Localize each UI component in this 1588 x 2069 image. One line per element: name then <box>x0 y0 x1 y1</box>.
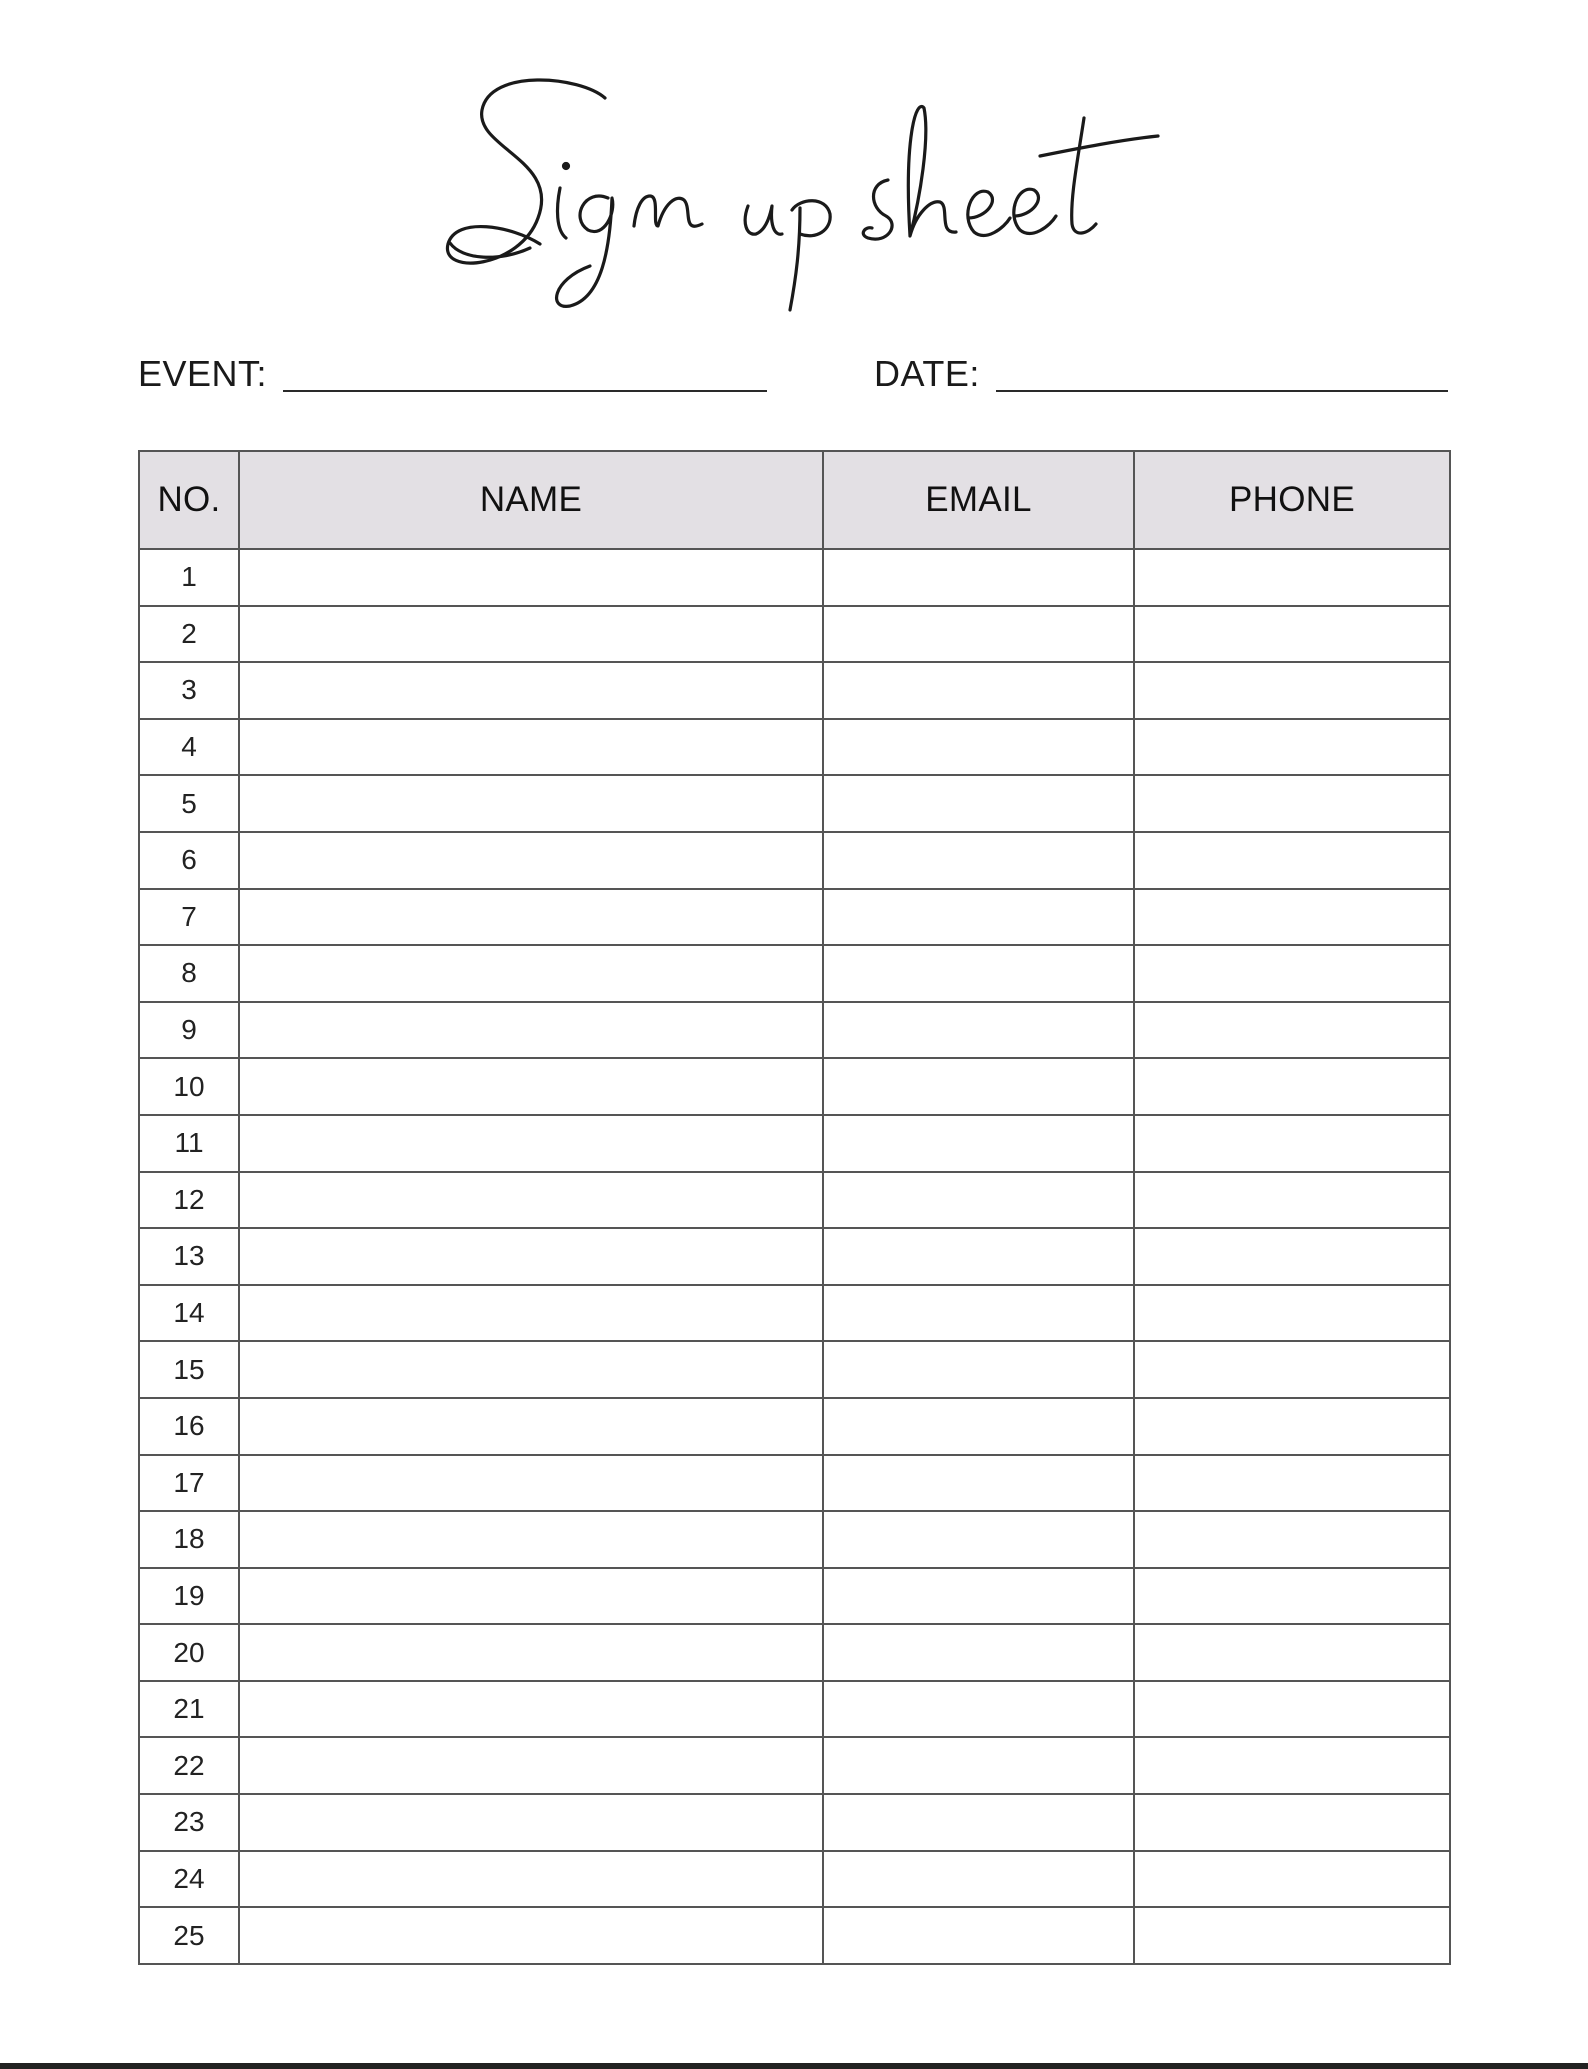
phone-cell[interactable] <box>1134 1851 1450 1908</box>
table-row <box>139 1058 1450 1115</box>
phone-cell[interactable] <box>1134 832 1450 889</box>
column-header-email: EMAIL <box>823 451 1134 549</box>
table-row <box>139 1851 1450 1908</box>
email-cell[interactable] <box>823 1455 1134 1512</box>
name-cell[interactable] <box>239 719 823 776</box>
name-cell[interactable] <box>239 1568 823 1625</box>
name-cell[interactable] <box>239 1794 823 1851</box>
row-number: 21 <box>139 1681 239 1738</box>
phone-cell[interactable] <box>1134 662 1450 719</box>
table-row <box>139 1285 1450 1342</box>
table-header-row <box>139 451 1450 549</box>
table-row <box>139 1455 1450 1512</box>
table-row <box>139 1002 1450 1059</box>
table-row <box>139 1511 1450 1568</box>
header-fields <box>138 344 1448 400</box>
phone-cell[interactable] <box>1134 1341 1450 1398</box>
row-number: 25 <box>139 1907 239 1964</box>
email-cell[interactable] <box>823 1907 1134 1964</box>
email-cell[interactable] <box>823 1568 1134 1625</box>
table-row <box>139 1568 1450 1625</box>
table-row <box>139 889 1450 946</box>
row-number: 8 <box>139 945 239 1002</box>
name-cell[interactable] <box>239 1228 823 1285</box>
email-cell[interactable] <box>823 1341 1134 1398</box>
bottom-border <box>0 2063 1588 2069</box>
phone-cell[interactable] <box>1134 775 1450 832</box>
phone-cell[interactable] <box>1134 1907 1450 1964</box>
event-field <box>138 344 767 400</box>
table-row <box>139 549 1450 606</box>
phone-cell[interactable] <box>1134 1511 1450 1568</box>
date-label: DATE: <box>874 353 980 394</box>
phone-cell[interactable] <box>1134 1002 1450 1059</box>
email-cell[interactable] <box>823 1624 1134 1681</box>
email-cell[interactable] <box>823 1002 1134 1059</box>
email-cell[interactable] <box>823 889 1134 946</box>
table-row <box>139 1681 1450 1738</box>
row-number: 2 <box>139 606 239 663</box>
table-row <box>139 1341 1450 1398</box>
table-row <box>139 606 1450 663</box>
email-cell[interactable] <box>823 1172 1134 1229</box>
row-number: 4 <box>139 719 239 776</box>
row-number: 9 <box>139 1002 239 1059</box>
email-cell[interactable] <box>823 662 1134 719</box>
name-cell[interactable] <box>239 1455 823 1512</box>
table-row <box>139 1737 1450 1794</box>
table-row <box>139 1398 1450 1455</box>
table-row <box>139 1172 1450 1229</box>
event-fill-line <box>283 390 767 392</box>
table-row <box>139 662 1450 719</box>
phone-cell[interactable] <box>1134 1624 1450 1681</box>
name-cell[interactable] <box>239 1907 823 1964</box>
email-cell[interactable] <box>823 1794 1134 1851</box>
name-cell[interactable] <box>239 775 823 832</box>
row-number: 19 <box>139 1568 239 1625</box>
row-number: 6 <box>139 832 239 889</box>
email-cell[interactable] <box>823 1737 1134 1794</box>
name-cell[interactable] <box>239 662 823 719</box>
email-cell[interactable] <box>823 1228 1134 1285</box>
phone-cell[interactable] <box>1134 1228 1450 1285</box>
phone-cell[interactable] <box>1134 549 1450 606</box>
event-label: EVENT: <box>138 353 268 394</box>
table-row <box>139 719 1450 776</box>
name-cell[interactable] <box>239 1511 823 1568</box>
email-cell[interactable] <box>823 1058 1134 1115</box>
row-number: 24 <box>139 1851 239 1908</box>
row-number: 13 <box>139 1228 239 1285</box>
table-row <box>139 1228 1450 1285</box>
row-number: 5 <box>139 775 239 832</box>
table-row <box>139 1907 1450 1964</box>
table-row <box>139 1624 1450 1681</box>
name-cell[interactable] <box>239 1115 823 1172</box>
row-number: 12 <box>139 1172 239 1229</box>
name-cell[interactable] <box>239 1851 823 1908</box>
table-row <box>139 775 1450 832</box>
email-cell[interactable] <box>823 1398 1134 1455</box>
phone-cell[interactable] <box>1134 1172 1450 1229</box>
handwritten-title-script <box>420 48 1180 318</box>
name-cell[interactable] <box>239 1737 823 1794</box>
email-cell[interactable] <box>823 1511 1134 1568</box>
row-number: 22 <box>139 1737 239 1794</box>
phone-cell[interactable] <box>1134 1737 1450 1794</box>
row-number: 11 <box>139 1115 239 1172</box>
row-number: 17 <box>139 1455 239 1512</box>
name-cell[interactable] <box>239 1172 823 1229</box>
name-cell[interactable] <box>239 1058 823 1115</box>
row-number: 7 <box>139 889 239 946</box>
name-cell[interactable] <box>239 1341 823 1398</box>
email-cell[interactable] <box>823 832 1134 889</box>
name-cell[interactable] <box>239 1002 823 1059</box>
email-cell[interactable] <box>823 1681 1134 1738</box>
column-header-phone: PHONE <box>1134 451 1450 549</box>
row-number: 20 <box>139 1624 239 1681</box>
table-row <box>139 1794 1450 1851</box>
name-cell[interactable] <box>239 1681 823 1738</box>
phone-cell[interactable] <box>1134 945 1450 1002</box>
name-cell[interactable] <box>239 1398 823 1455</box>
row-number: 3 <box>139 662 239 719</box>
name-cell[interactable] <box>239 889 823 946</box>
email-cell[interactable] <box>823 606 1134 663</box>
email-cell[interactable] <box>823 945 1134 1002</box>
email-cell[interactable] <box>823 549 1134 606</box>
row-number: 23 <box>139 1794 239 1851</box>
phone-cell[interactable] <box>1134 1115 1450 1172</box>
table-row <box>139 1115 1450 1172</box>
signup-table <box>138 450 1451 1965</box>
row-number: 10 <box>139 1058 239 1115</box>
phone-cell[interactable] <box>1134 719 1450 776</box>
phone-cell[interactable] <box>1134 1681 1450 1738</box>
email-cell[interactable] <box>823 1285 1134 1342</box>
date-field <box>874 344 1448 400</box>
row-number: 18 <box>139 1511 239 1568</box>
page-title <box>0 48 1588 318</box>
phone-cell[interactable] <box>1134 1285 1450 1342</box>
column-header-no: NO. <box>139 451 239 549</box>
row-number: 1 <box>139 549 239 606</box>
table-row <box>139 945 1450 1002</box>
email-cell[interactable] <box>823 775 1134 832</box>
phone-cell[interactable] <box>1134 1455 1450 1512</box>
email-cell[interactable] <box>823 719 1134 776</box>
phone-cell[interactable] <box>1134 1058 1450 1115</box>
name-cell[interactable] <box>239 606 823 663</box>
column-header-name: NAME <box>239 451 823 549</box>
name-cell[interactable] <box>239 549 823 606</box>
name-cell[interactable] <box>239 945 823 1002</box>
name-cell[interactable] <box>239 832 823 889</box>
phone-cell[interactable] <box>1134 1568 1450 1625</box>
row-number: 16 <box>139 1398 239 1455</box>
phone-cell[interactable] <box>1134 1794 1450 1851</box>
email-cell[interactable] <box>823 1851 1134 1908</box>
date-fill-line <box>996 390 1448 392</box>
phone-cell[interactable] <box>1134 1398 1450 1455</box>
email-cell[interactable] <box>823 1115 1134 1172</box>
phone-cell[interactable] <box>1134 889 1450 946</box>
phone-cell[interactable] <box>1134 606 1450 663</box>
name-cell[interactable] <box>239 1285 823 1342</box>
table-row <box>139 832 1450 889</box>
row-number: 15 <box>139 1341 239 1398</box>
name-cell[interactable] <box>239 1624 823 1681</box>
row-number: 14 <box>139 1285 239 1342</box>
table-body <box>139 549 1450 1964</box>
